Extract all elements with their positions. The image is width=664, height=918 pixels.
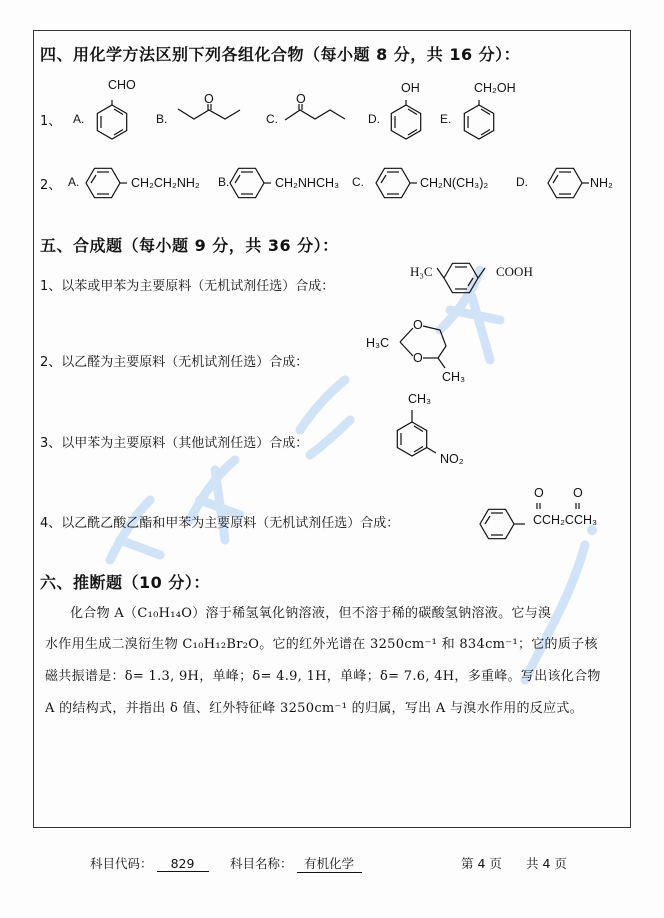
- q1-label-e: E.: [440, 112, 452, 126]
- dioxane-ring-icon: [390, 320, 460, 370]
- q2-number: 2、: [40, 178, 62, 193]
- q1c-oxygen: O: [296, 92, 306, 106]
- q2-label-b: B.: [218, 175, 230, 189]
- q1-label-b: B.: [156, 112, 168, 126]
- benzene-ring-icon: [548, 166, 592, 200]
- problem-line-2: 水作用生成二溴衍生物 C₁₀H₁₂Br₂O。它的红外光谱在 3250cm⁻¹ 和 834cm⁻¹；它的质子核: [45, 637, 598, 652]
- synthesis-q2-oxygen-2: O: [413, 351, 423, 365]
- benzene-ring-icon: [376, 166, 420, 200]
- benzene-ring-icon: [392, 408, 442, 458]
- synthesis-q3-text: 3、以甲苯为主要原料（其他试剂任选）合成：: [40, 436, 309, 451]
- q2a-substituent: CH₂CH₂NH₂: [131, 176, 200, 190]
- q1-label-a: A.: [73, 112, 85, 126]
- synthesis-q2-left: H₃C: [366, 336, 390, 350]
- page-number: 第 4 页: [461, 856, 502, 871]
- pentan-3-one-skeleton: [178, 104, 248, 128]
- q1-number: 1、: [40, 114, 62, 129]
- benzene-ring-icon: [86, 166, 130, 200]
- page-total: 共 4 页: [526, 856, 567, 871]
- synthesis-q4-oxygen-2: O: [573, 486, 583, 500]
- subject-code-label: 科目代码：: [90, 856, 153, 871]
- synthesis-q4-oxygen-1: O: [534, 486, 544, 500]
- benzene-ring-icon: [230, 166, 274, 200]
- benzene-ring-icon: [475, 506, 533, 542]
- benzene-ring-icon: [92, 100, 132, 144]
- problem-line-3: 磁共振谱是：δ= 1.3, 9H，单峰；δ= 4.9, 1H，单峰；δ= 7.6, 4H，多重峰。写出该化合物: [45, 669, 601, 684]
- synthesis-q2-right: CH₃: [442, 370, 466, 384]
- benzene-ring-icon: [386, 100, 426, 144]
- q1-label-c: C.: [266, 112, 278, 126]
- synthesis-q4-chain: CCH₂CCH₃: [533, 513, 598, 527]
- section6-heading: 六、推断题（10 分）：: [40, 573, 210, 592]
- problem-line-4: A 的结构式，并指出 δ 值、红外特征峰 3250cm⁻¹ 的归属，写出 A 与溴水作用的反应式。: [45, 701, 583, 716]
- q1e-substituent: CH₂OH: [474, 81, 516, 95]
- q2-label-c: C.: [352, 175, 364, 189]
- subject-code-value: 829: [157, 856, 209, 872]
- benzene-ring-icon: [459, 100, 499, 144]
- synthesis-q4-text: 4、以乙酰乙酸乙酯和甲苯为主要原料（无机试剂任选）合成：: [40, 516, 400, 531]
- synthesis-q3-top: CH₃: [408, 392, 432, 406]
- q1-label-d: D.: [368, 112, 380, 126]
- q1a-substituent: CHO: [108, 78, 136, 92]
- footer-subject-code: [90, 854, 209, 872]
- q2d-substituent: NH₂: [590, 176, 613, 190]
- section4-heading: 四、用化学方法区别下列各组化合物（每小题 8 分，共 16 分）：: [40, 45, 521, 64]
- q1b-oxygen: O: [204, 92, 214, 106]
- synthesis-q2-oxygen-1: O: [413, 318, 423, 332]
- synthesis-q3-right: NO₂: [440, 452, 464, 466]
- synthesis-q2-text: 2、以乙醛为主要原料（无机试剂任选）合成：: [40, 355, 309, 370]
- subject-name-label: 科目名称：: [230, 856, 293, 871]
- q1d-substituent: OH: [401, 81, 420, 95]
- subject-name-value: 有机化学: [297, 854, 362, 873]
- carbonyl-double-bonds: [534, 503, 584, 511]
- synthesis-q1-left: H₃C: [410, 264, 433, 279]
- q2-label-d: D.: [516, 175, 528, 189]
- synthesis-q1-right: COOH: [496, 264, 533, 279]
- synthesis-q1-text: 1、以苯或甲苯为主要原料（无机试剂任选）合成：: [40, 279, 335, 294]
- problem-line-1: 化合物 A（C₁₀H₁₄O）溶于稀氢氧化钠溶液，但不溶于稀的碳酸氢钠溶液。它与溴: [70, 606, 552, 621]
- section5-heading: 五、合成题（每小题 9 分，共 36 分）：: [40, 236, 339, 255]
- footer-subject-name: [230, 854, 362, 873]
- pentan-2-one-skeleton: [285, 104, 355, 128]
- q2c-substituent: CH₂N(CH₃)₂: [420, 176, 489, 190]
- q2-label-a: A.: [68, 175, 80, 189]
- benzene-ring-icon: [437, 260, 501, 296]
- q2b-substituent: CH₂NHCH₃: [275, 176, 340, 190]
